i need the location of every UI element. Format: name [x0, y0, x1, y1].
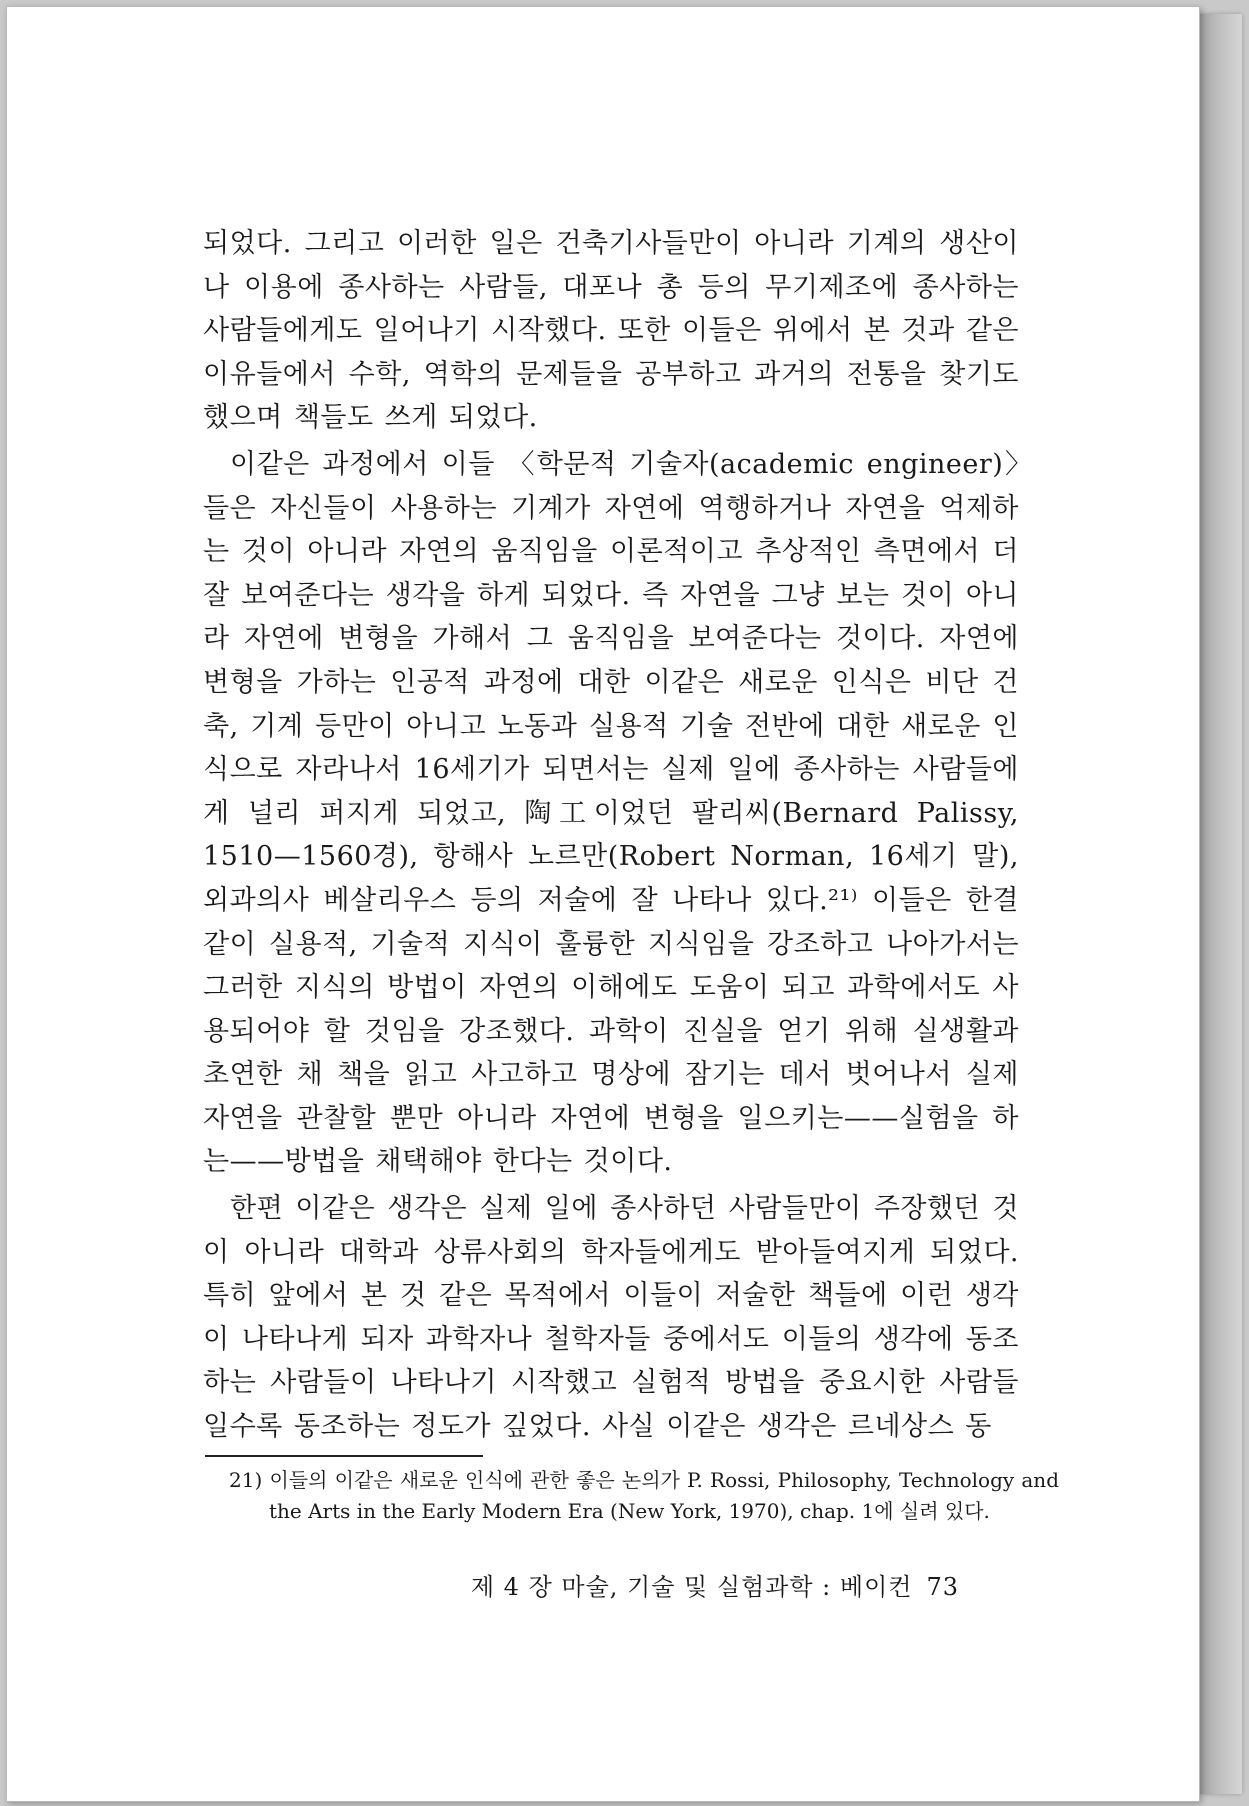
paragraph-3: 한편 이같은 생각은 실제 일에 종사하던 사람들만이 주장했던 것이 아니라 대학과 상류사회의 학자들에게도 받아들여지게 되었다. 특히 앞에서 본 것 같은 목적에서 이들이 저술한 책들에 이런 생각이 나타나게 되자 과학자나 철학자들 중에서도 이들의 생각에 동조하는 사람들이 나타나기 시작했고 실험적 방법을 중요시한 사람들일수록 동조하는 정도가 깊었다. 사실 이같은 생각은 르네상스 동: [203, 1193, 1019, 1443]
chapter-title: 제 4 장 마술, 기술 및 실험과학 : 베이컨: [470, 1573, 913, 1601]
body-text: [203, 222, 1019, 1449]
paragraph-2: 이같은 과정에서 이들 〈학문적 기술자(academic engineer)〉들은 자신들이 사용하는 기계가 자연에 역행하거나 자연을 억제하는 것이 아니라 자연의 움직임을 이론적이고 추상적인 측면에서 더 잘 보여준다는 생각을 하게 되었다. 즉 자연을 그냥 보는 것이 아니라 자연에 변형을 가해서 그 움직임을 보여준다는 것이다. 자연에 변형을 가하는 인공적 과정에 대한 이같은 새로운 인식은 비단 건축, 기계 등만이 아니고 노동과 실용적 기술 전반에 대한 새로운 인식으로 자라나서 16세기가 되면서는 실제 일에 종사하는 사람들에게 널리 퍼지게 되었고, 陶工이었던 팔리씨(Bernard Palissy, 1510—1560경), 항해사 노르만(Robert Norman, 16세기 말), 외과의사 베살리우스 등의 저술에 잘 나타나 있다.²¹⁾ 이들은 한결같이 실용적, 기술적 지식이 훌륭한 지식임을 강조하고 나아가서는 그러한 지식의 방법이 자연의 이해에도 도움이 되고 과학에서도 사용되어야 할 것임을 강조했다. 과학이 진실을 얻기 위해 실생활과 초연한 채 책을 읽고 사고하고 명상에 잠기는 데서 벗어나서 실제 자연을 관찰할 뿐만 아니라 자연에 변형을 일으키는——실험을 하는——방법을 채택해야 한다는 것이다.: [203, 448, 1019, 1178]
running-footer: [471, 1567, 959, 1602]
book-page-edge: [1196, 14, 1242, 1794]
paragraph-1: 되었다. 그리고 이러한 일은 건축기사들만이 아니라 기계의 생산이나 이용에 종사하는 사람들, 대포나 총 등의 무기제조에 종사하는 사람들에게도 일어나기 시작했다. 또한 이들은 위에서 본 것과 같은 이유들에서 수학, 역학의 문제들을 공부하고 과거의 전통을 찾기도 했으며 책들도 쓰게 되었다.: [203, 228, 1019, 434]
footnote-21: 21) 이들의 이같은 새로운 인식에 관한 좋은 논의가 P. Rossi, Philosophy, Technology and the Arts in the Early Modern Era (New York, 1970), chap. 1에 실려 있다.: [229, 1468, 1059, 1523]
page-number: 73: [926, 1573, 959, 1601]
footnote-divider: [205, 1455, 483, 1457]
book-page: [6, 6, 1200, 1802]
